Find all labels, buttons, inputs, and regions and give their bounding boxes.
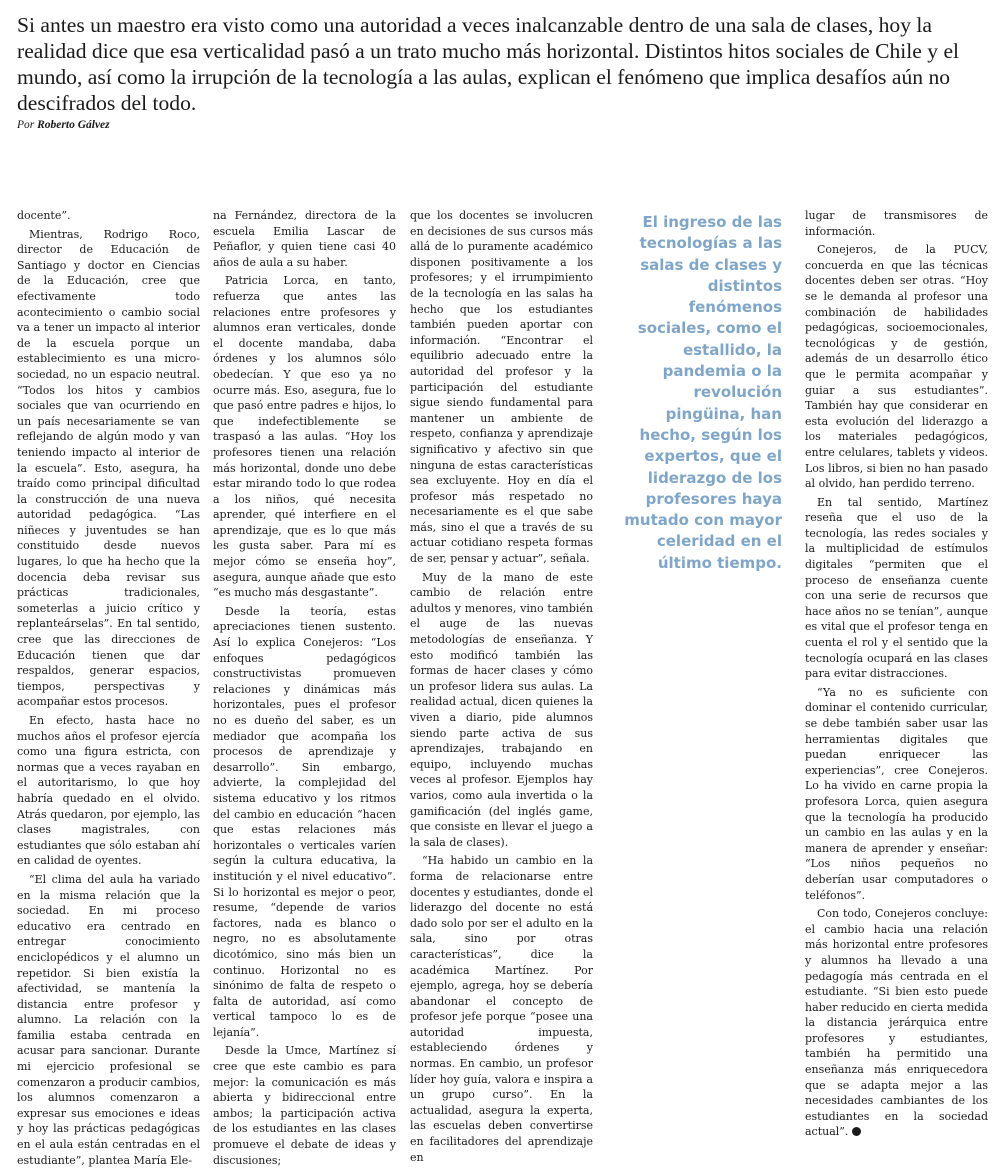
paragraph: “El clima del aula ha variado en la misma relación que la sociedad. En mi proceso educativo era centrado en entregar conocimiento enciclopédicos y el alumno un repetidor. Si bien existía la afectividad, se mantenía la distancia entre profesor y alumno. La relación con la familia estaba centrada en acusar para sancionar. Durante mi ejercicio profesional se comenzaron a producir cambios, los alumnos comenzaron a expresar sus emociones e ideas y hoy las prácticas pedagógicas en el aula están centradas en el estudiante”, plantea María Ele-: [17, 872, 200, 1167]
byline-prefix: Por: [17, 119, 35, 131]
paragraph: lugar de transmisores de información.: [805, 209, 988, 238]
end-mark-icon: [852, 1127, 861, 1136]
text-column-1: [17, 208, 200, 1167]
paragraph: Desde la Umce, Martínez sí cree que este cambio es para mejor: la comunicación es más abierta y bidireccional entre ambos; la participación activa de los estudiantes en las clases promueve el debate de ideas y discusiones;: [213, 1044, 396, 1167]
paragraph: que los docentes se involucren en decisiones de sus cursos más allá de lo puramente académico disponen positivamente a los profesores; y el irrumpimiento de la tecnología en las salas ha hecho que los estudiantes también pueden aportar con información. “Encontrar el equilibrio adecuado entre la autoridad del profesor y la participación del estudiante sigue siendo fundamental para mantener un ambiente de respeto, confianza y aprendizaje significativo y afectivo sin que ninguna de estas características sea excluyente. Hoy en día el profesor más respetado no necesariamente es el que sabe más, sino el que a través de su actuar cotidiano respeta formas de ser, pensar y actuar”, señala.: [410, 209, 593, 566]
paragraph-text: Con todo, Conejeros concluye: el cambio hacia una relación más horizontal entre profesores y alumnos ha llevado a una pedagogía más centrada en el estudiante. “Si bien esto puede haber reducido en cierta medida la distancia jerárquica entre profesores y estudiantes, también ha permitido una enseñanza más enriquecedora que se adapta mejor a las necesidades cambiantes de los estudiantes en la sociedad actual”.: [805, 907, 988, 1139]
paragraph: Desde la teoría, estas apreciaciones tienen sustento. Así lo explica Conejeros: “Los enfoques pedagógicos constructivistas promueven relaciones y dinámicas más horizontales, pues el profesor no es dueño del saber, es un mediador que acompaña los procesos de aprendizaje y desarrollo”. Sin embargo, advierte, la complejidad del sistema educativo y los ritmos del cambio en educación “hacen que estas relaciones más horizontales o verticales varíen según la cultura educativa, la institución y el nivel educativo”. Si lo horizontal es mejor o peor, resume, “depende de varios factores, nada es blanco o negro, no es absolutamente dicotómico, sino más bien un continuo. Horizontal no es sinónimo de falta de respeto o falta de autoridad, así como vertical tampoco lo es de lejanía”.: [213, 604, 396, 1039]
paragraph: na Fernández, directora de la escuela Emilia Lascar de Peñaflor, y quien tiene casi 40 años de aula a su haber.: [213, 209, 396, 269]
text-column-5: [805, 208, 988, 1139]
paragraph: Patricia Lorca, en tanto, refuerza que antes las relaciones entre profesores y alumnos eran verticales, donde el docente mandaba, daba órdenes y los alumnos sólo obedecían. Y que eso ya no ocurre más. Eso, asegura, fue lo que pasó entre padres e hijos, lo que indefectiblemente se traspasó a las aulas. “Hoy los profesores tienen una relación más horizontal, donde uno debe estar mirando todo lo que rodea a los niños, qué necesita aprender, qué interfiere en el aprendizaje, que es lo que más les gusta saber. Para mí es mejor cómo se enseña hoy”, asegura, aunque añade que esto “es mucho más desgastante”.: [213, 274, 396, 600]
paragraph: En tal sentido, Martínez reseña que el uso de la tecnología, las redes sociales y la multiplicidad de estímulos digitales “permiten que el proceso de enseñanza cuente con una serie de recursos que hace años no se tenían”, aunque es vital que el profesor tenga en cuenta el rol y el sentido que la tecnología ocupará en las clases para evitar distracciones.: [805, 495, 988, 681]
byline-author: Roberto Gálvez: [37, 119, 110, 131]
paragraph: “Ha habido un cambio en la forma de relacionarse entre docentes y estudiantes, donde el liderazgo del docente no está dado solo por ser el adulto en la sala, sino por otras características”, dice la académica Martínez. Por ejemplo, agrega, hoy se debería abandonar el concepto de profesor jefe porque “posee una autoridad impuesta, estableciendo órdenes y normas. En cambio, un profesor líder hoy guía, valora e inspira a un grupo curso”. En la actualidad, asegura la experta, las escuelas deben convertirse en facilitadores del aprendizaje en: [410, 854, 593, 1164]
article-lead: Si antes un maestro era visto como una autoridad a veces inalcanzable dentro de una sala de clases, hoy la realidad dice que esa verticalidad pasó a un trato mucho más horizontal. Distintos hitos sociales de Chile y el mundo, así como la irrupción de la tecnología a las aulas, explican el fenómeno que implica desafíos aún no descifrados del todo.: [17, 13, 960, 115]
paragraph: En efecto, hasta hace no muchos años el profesor ejercía como una figura estricta, con normas que a veces rayaban en el autoritarismo, lo que hoy habría quedado en el olvido. Atrás quedaron, por ejemplo, las clases magistrales, con estudiantes que sólo estaban ahí en calidad de oyentes.: [17, 714, 200, 868]
pull-quote: El ingreso de las tecnologías a las salas de clases y distintos fenómenos sociales, como el estallido, la pandemia o la revolución pingüina, han hecho, según los expertos, que el liderazgo de los profesores haya mutado con mayor celeridad en el último tiempo.: [624, 213, 782, 572]
text-column-3: [410, 208, 593, 1164]
paragraph: “Ya no es suficiente con dominar el contenido curricular, se debe también saber usar las herramientas digitales que puedan enriquecer las experiencias”, cree Conejeros. Lo ha vivido en carne propia la profesora Lorca, quien asegura que la tecnología ha producido un cambio en las aulas y en la manera de aprender y enseñar: “Los niños pequeños no deberían usar computadores o teléfonos”.: [805, 685, 988, 902]
final-paragraph: [805, 906, 988, 1140]
paragraph: Conejeros, de la PUCV, concuerda en que las técnicas docentes deben ser otras. “Hoy se le demanda al profesor una combinación de habilidades pedagógicas, socioemocionales, tecnológicas y de gestión, además de un desarrollo ético que le permita acompañar y guiar a sus estudiantes”. También hay que considerar en esta evolución del liderazgo a los materiales pedagógicos, entre celulares, tablets y videos. Los libros, si bien no han pasado al olvido, han perdido terreno.: [805, 243, 988, 491]
paragraph: docente”.: [17, 209, 71, 222]
text-column-2: [213, 208, 396, 1167]
paragraph: Muy de la mano de este cambio de relación entre adultos y menores, vino también el auge de las nuevas metodologías de enseñanza. Y esto modificó también las formas de hacer clases y cómo un profesor lidera sus aulas. La realidad actual, dicen quienes la viven a diario, pide alumnos siendo parte activa de sus aprendizajes, trabajando en equipo, incluyendo muchas veces al profesor. Ejemplos hay varios, como aula invertida o la gamificación (del inglés game, que consiste en llevar el juego a la sala de clases).: [410, 570, 593, 849]
byline: [17, 119, 110, 131]
paragraph: Mientras, Rodrigo Roco, director de Educación de Santiago y doctor en Ciencias de la Educación, cree que efectivamente todo acontecimiento o cambio social va a tener un impacto al interior de la escuela porque un establecimiento es una micro-sociedad, no un espacio neutral. “Todos los hitos y cambios sociales que van ocurriendo en un país necesariamente se van reflejando de algún modo y van teniendo impacto al interior de la escuela”. Esto, asegura, ha traído como principal dificultad la construcción de una nueva autoridad pedagógica. “Las niñeces y juventudes se han constituido desde nuevos lugares, lo que ha hecho que la docencia deba revisar sus prácticas tradicionales, someterlas a juicio crítico y replanteárselas”. En tal sentido, cree que las direcciones de Educación tienen que dar respaldos, generar espacios, tiempos, perspectivas y acompañar estos procesos.: [17, 227, 200, 709]
